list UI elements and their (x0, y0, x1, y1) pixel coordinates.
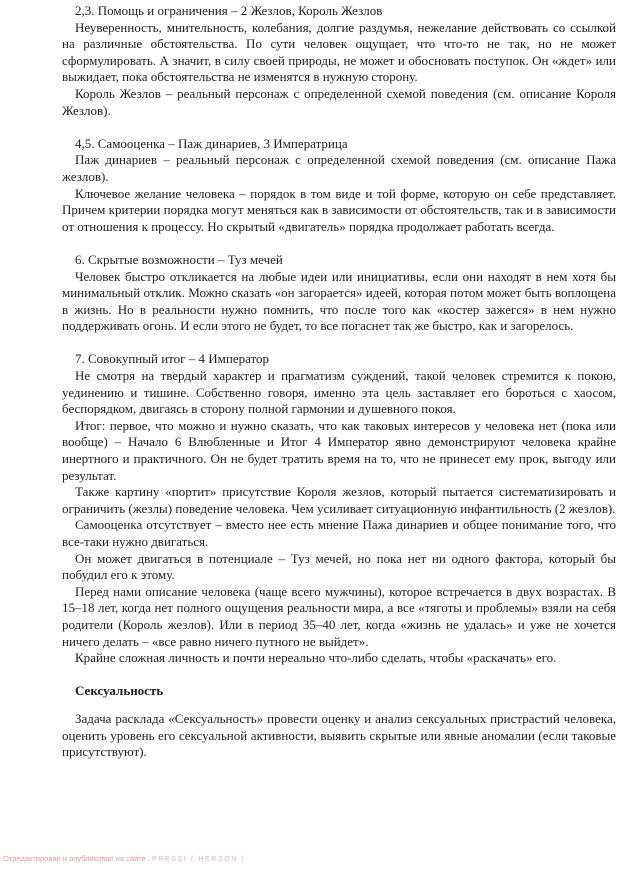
paragraph: Он может двигаться в потенциале – Туз мечей, но пока нет ни одного фактора, который бы побудил его к этому. (62, 550, 616, 583)
paragraph: Итог: первое, что можно и нужно сказать, что как таковых интересов у человека нет (пока или вообще) – Начало 6 Влюбленные и Итог 4 Император явно демонстрируют человека крайне инертного и практичного. Он не будет тратить время на то, что не принесет ему прок, выгоду или результат. (62, 417, 616, 483)
chapter-heading-sexuality: Сексуальность (75, 683, 164, 699)
paragraph: Самооценка отсутствует – вместо нее есть мнение Пажа динариев и общее понимание того, что все-таки нужно двигаться. (62, 517, 616, 549)
paragraph: Король Жезлов – реальный персонаж с определенной схемой поведения (см. описание Короля Жезлов). (62, 85, 616, 118)
section-hidden-possibilities (62, 252, 616, 335)
paragraph: Перед нами описание человека (чаще всего мужчины), которое встречается в двух возрастах. В 15–18 лет, когда нет полного ощущения реальности мира, а все «тяготы и проблемы» взяли на себя родители (Король жезлов). Или в период 35–40 лет, когда «жизнь не удалась» и уже не хочется ничего делать – «все равно ничего путного не выйдет». (62, 583, 616, 649)
section-heading: 4,5. Самооценка – Паж динариев, 3 Императрица (75, 135, 348, 151)
section-self-esteem (62, 136, 616, 236)
watermark-site-name: PRESSI ( HERSON ) (152, 856, 246, 863)
section-heading: 7. Совокупный итог – 4 Император (75, 351, 270, 367)
section-overall-result (62, 351, 616, 666)
paragraph: Ключевое желание человека – порядок в том виде и той форме, которую он себе представляет. Причем критерии порядка могут меняться как в зависимости от обстоятельств, так и в зависимости от отношения к процессу. Но скрытый «двигатель» порядка продолжает работать всегда. (62, 185, 616, 234)
paragraph: Паж динариев – реальный персонаж с определенной схемой поведения (см. описание Пажа жезлов). (62, 152, 616, 184)
section-heading: 6. Скрытые возможности – Туз мечей (75, 251, 283, 267)
paragraph: Человек быстро откликается на любые идеи или инициативы, если они находят в нем хотя бы минимальный отклик. Можно сказать «он загорается» идеей, которая потом может быть воплощена в жизнь. Но в реальности нужно помнить, что после того как «костер зажегся» в нем нужно поддерживать огонь. И если этого не будет, то все погаснет так же быстро, как и загорелось. (62, 268, 616, 334)
paragraph: Не смотря на твердый характер и прагматизм суждений, такой человек стремится к покою, уединению и тишине. Собственно говоря, именно эта цель заставляет его бороться с хаосом, беспорядком, двигаясь в сторону полной гармонии и душевного покоя. (62, 368, 616, 417)
section-heading: 2,3. Помощь и ограничения – 2 Жезлов, Король Жезлов (75, 3, 383, 18)
paragraph: Крайне сложная личность и почти нереально что-либо сделать, чтобы «раскачать» его. (75, 650, 557, 666)
paragraph: Задача расклада «Сексуальность» провести оценку и анализ сексуальных пристрастий человека, оценить уровень его сексуальной активности, выявить скрытые или явные аномалии (если таковые присутствуют). (62, 710, 616, 760)
paragraph: Также картину «портит» присутствие Короля жезлов, который пытается систематизировать и ограничить (жезлы) поведение человека. Чем усиливает ситуационную инфантильность (2 жезлов). (62, 484, 616, 516)
watermark-label: Отредактировал и опубликовал на сайте : (3, 854, 153, 863)
section-help-limitations (62, 3, 616, 119)
paragraph: Неуверенность, мнительность, колебания, долгие раздумья, нежелание действовать со ссылкой на различные обстоятельства. По сути человек ощущает, что что-то не так, но не может сформулировать. А значит, в силу своей природы, не может и обосновать поступок. Он «ждет» или выжидает, пока обстоятельства не изменятся в нужную сторону. (62, 19, 616, 85)
publisher-watermark (3, 854, 245, 865)
document-page (62, 3, 616, 761)
